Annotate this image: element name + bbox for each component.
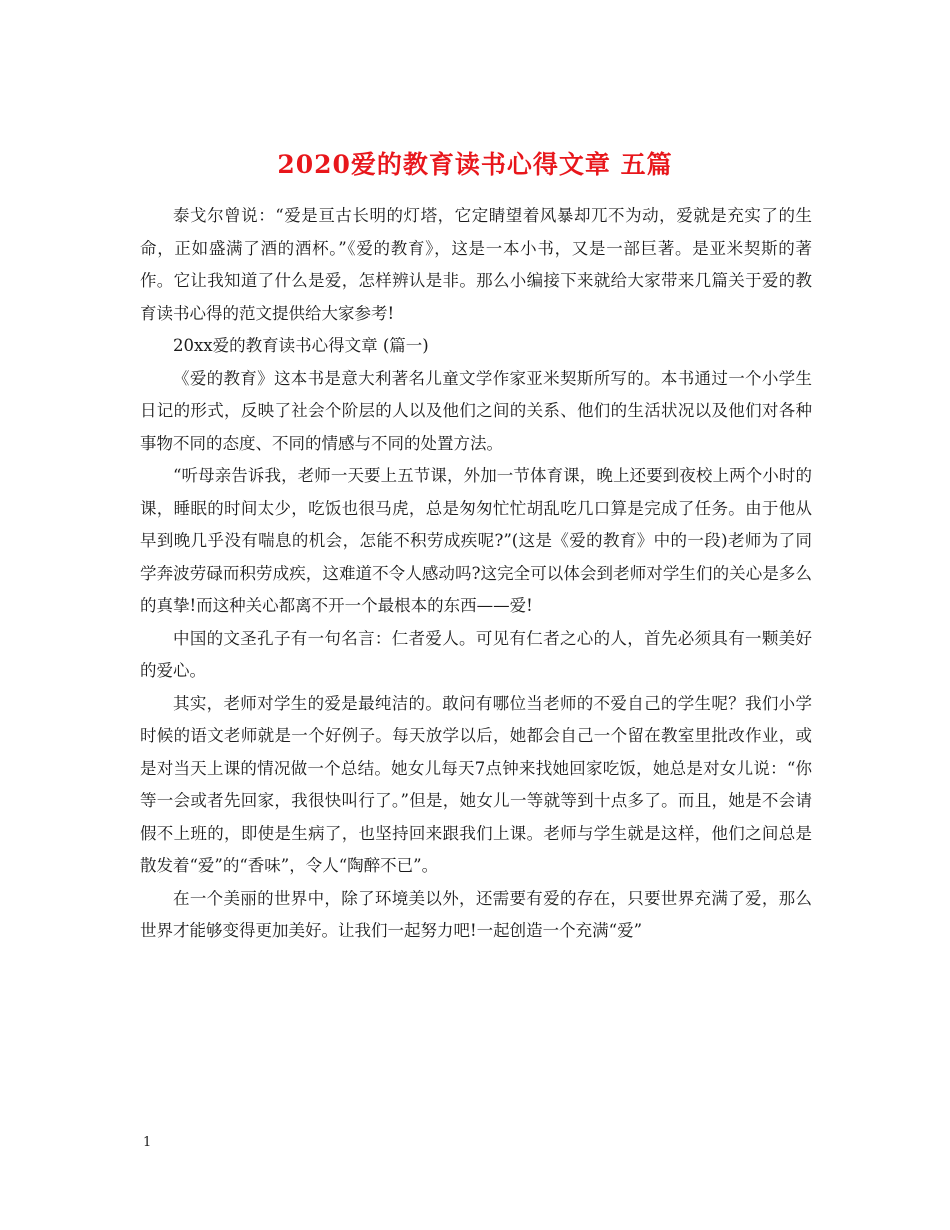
paragraph-intro: 泰戈尔曾说：“爱是亘古长明的灯塔，它定睛望着风暴却兀不为动，爱就是充实了的生命，正如盛满了酒的酒杯。”《爱的教育》，这是一本小书，又是一部巨著。是亚米契斯的著作。它让我知道了什么是爱，怎样辨认是非。那么小编接下来就给大家带来几篇关于爱的教育读书心得的范文提供给大家参考! <box>140 206 812 323</box>
document-body <box>140 200 812 948</box>
paragraph-confucius: 中国的文圣孔子有一句名言：仁者爱人。可见有仁者之心的人，首先必须具有一颗美好的爱心。 <box>140 628 812 680</box>
paragraph-quote: “听母亲告诉我，老师一天要上五节课，外加一节体育课，晚上还要到夜校上两个小时的课，睡眠的时间太少，吃饭也很马虎，总是匆匆忙忙胡乱吃几口算是完成了任务。由于他从早到晚几乎没有喘息的机会，怎能不积劳成疾呢?”(这是《爱的教育》中的一段)老师为了同学奔波劳碌而积劳成疾，这难道不令人感动吗?这完全可以体会到老师对学生们的关心是多么的真挚!而这种关心都离不开一个最根本的东西——爱! <box>140 466 812 615</box>
paragraph-closing: 在一个美丽的世界中，除了环境美以外，还需要有爱的存在，只要世界充满了爱，那么世界才能够变得更加美好。让我们一起努力吧!一起创造一个充满“爱” <box>140 888 812 940</box>
page-number: 1 <box>143 1135 152 1150</box>
section-heading: 20xx爱的教育读书心得文章 (篇一) <box>173 336 429 355</box>
paragraph-book-summary: 《爱的教育》这本书是意大利著名儿童文学作家亚米契斯所写的。本书通过一个小学生日记的形式，反映了社会个阶层的人以及他们之间的关系、他们的生活状况以及他们对各种事物不同的态度、不同的情感与不同的处置方法。 <box>140 368 812 453</box>
document-title: 2020爱的教育读书心得文章 五篇 <box>277 149 673 179</box>
paragraph-teacher-example: 其实，老师对学生的爱是最纯洁的。敢问有哪位当老师的不爱自己的学生呢？我们小学时候的语文老师就是一个好例子。每天放学以后，她都会自己一个留在教室里批改作业，或是对当天上课的情况做一个总结。她女儿每天7点钟来找她回家吃饭，她总是对女儿说：“你等一会或者先回家，我很快叫行了。”但是，她女儿一等就等到十点多了。而且，她是不会请假不上班的，即使是生病了，也坚持回来跟我们上课。老师与学生就是这样，他们之间总是散发着“爱”的“香味”，令人“陶醉不已”。 <box>140 693 812 875</box>
